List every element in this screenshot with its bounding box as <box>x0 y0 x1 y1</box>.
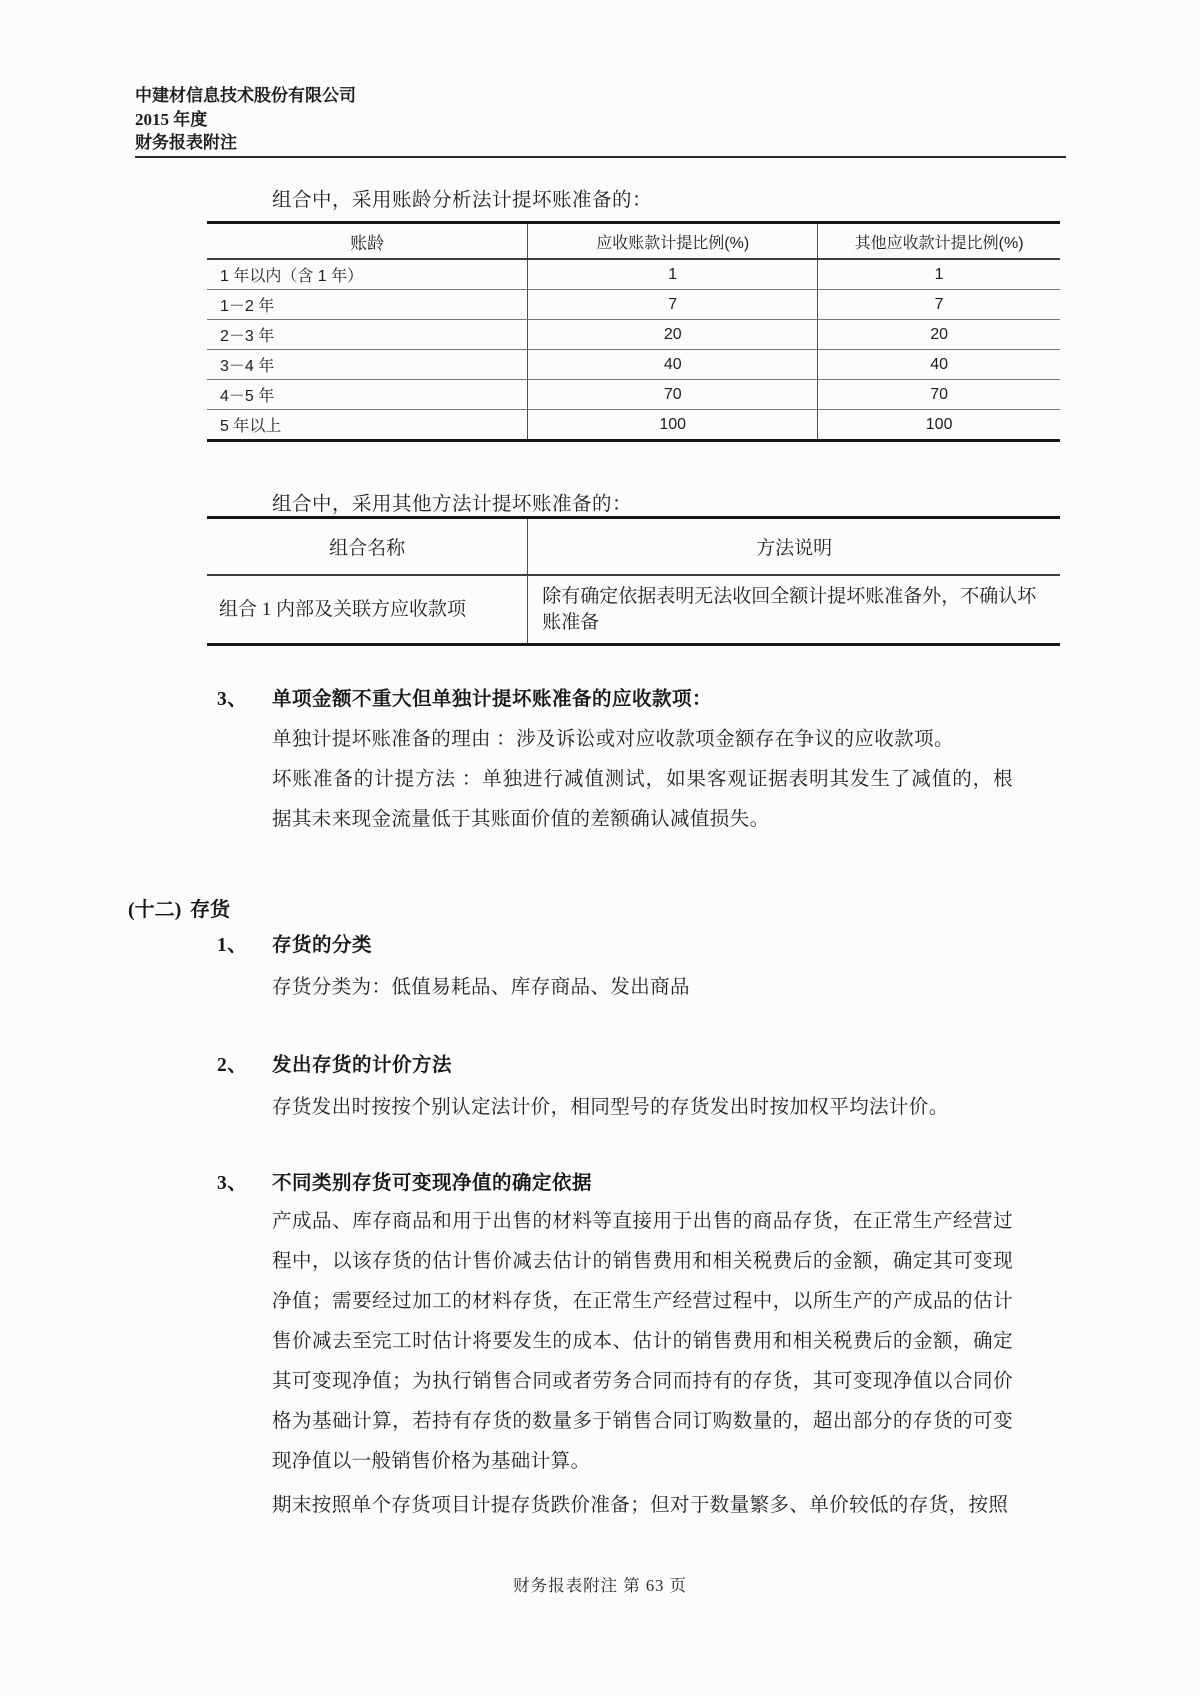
aging-label: 1－2 年 <box>207 290 528 320</box>
inventory-item-classification <box>217 932 1013 1008</box>
aging-label: 2－3 年 <box>207 320 528 350</box>
other-ratio-value: 1 <box>818 259 1060 290</box>
ar-ratio-value: 70 <box>528 380 818 410</box>
paragraph: 坏账准备的计提方法 ：单独进行减值测试，如果客观证据表明其发生了减值的，根据其未来现金流量低于其账面价值的差额确认减值损失。 <box>272 769 1013 830</box>
chapter-heading-inventory <box>128 893 230 922</box>
other-ratio-value: 7 <box>818 290 1060 320</box>
ar-ratio-value: 7 <box>528 290 818 320</box>
item-heading <box>217 1052 1013 1080</box>
other-ratio-value: 20 <box>818 320 1060 350</box>
other-ratio-value: 100 <box>925 415 953 433</box>
item-number: 3、 <box>217 1173 248 1194</box>
table-row <box>207 290 1060 320</box>
header-divider <box>135 156 1066 158</box>
inventory-item-nrv-basis <box>217 1170 1013 1526</box>
col-header-group-name: 组合名称 <box>207 518 528 576</box>
item-title: 存货的分类 <box>272 935 373 956</box>
company-name: 中建材信息技术股份有限公司 <box>135 86 356 105</box>
other-ratio-value: 40 <box>818 350 1060 380</box>
paragraph: 产成品、库存商品和用于出售的材料等直接用于出售的商品存货，在正常生产经营过程中，以该存货的估计售价减去估计的销售费用和相关税费后的金额，确定其可变现净值；需要经过加工的材料存货，在正常生产经营过程中，以所生产的产成品的估计售价减去至完工时估计将要发生的成本、估计的销售费用和相关税费后的金额，确定其可变现净值；为执行销售合同或者劳务合同而持有的存货，其可变现净值以合同价格为基础计算，若持有存货的数量多于销售合同订购数量的，超出部分的存货的可变现净值以一般销售价格为基础计算。 <box>272 1211 1013 1472</box>
col-header-method-desc: 方法说明 <box>528 518 1060 576</box>
item-title: 发出存货的计价方法 <box>272 1055 453 1076</box>
other-method-table <box>207 516 1060 646</box>
chapter-title: 存货 <box>190 899 230 921</box>
item-number: 1、 <box>217 935 248 956</box>
table-row <box>207 410 1060 441</box>
page-footer: 财务报表附注 第 63 页 <box>513 1576 687 1595</box>
table-row <box>207 259 1060 290</box>
aging-label: 1 年以内（含 1 年） <box>207 259 528 290</box>
item-number: 3、 <box>217 689 248 710</box>
paragraph: 单独计提坏账准备的理由 ：涉及诉讼或对应收款项金额存在争议的应收款项。 <box>272 729 954 750</box>
table-row <box>207 575 1060 645</box>
doc-title: 财务报表附注 <box>135 133 237 152</box>
item-title: 不同类别存货可变现净值的确定依据 <box>272 1173 593 1194</box>
paragraph: 期末按照单个存货项目计提存货跌价准备；但对于数量繁多、单价较低的存货，按照 <box>272 1495 1009 1516</box>
table-row <box>207 320 1060 350</box>
paragraph: 存货发出时按按个别认定法计价，相同型号的存货发出时按加权平均法计价。 <box>272 1097 949 1118</box>
aging-provision-table <box>207 221 1060 442</box>
paragraph: 存货分类为：低值易耗品、库存商品、发出商品 <box>272 977 690 998</box>
table-row <box>207 380 1060 410</box>
method-description: 除有确定依据表明无法收回全额计提坏账准备外，不确认坏账准备 <box>542 585 1037 633</box>
table-header-row <box>207 518 1060 576</box>
aging-table-intro: 组合中，采用账龄分析法计提坏账准备的： <box>272 190 653 211</box>
group-name: 组合 1 内部及关联方应收款项 <box>207 575 528 645</box>
item-heading <box>217 932 1013 960</box>
other-ratio-value: 70 <box>818 380 1060 410</box>
aging-label: 3－4 年 <box>207 350 528 380</box>
section-individual-provision <box>217 686 1013 840</box>
doc-header <box>135 84 356 155</box>
ar-ratio-value: 20 <box>528 320 818 350</box>
table-row <box>207 350 1060 380</box>
ar-ratio-value: 100 <box>528 410 818 441</box>
item-heading <box>217 1170 1013 1198</box>
col-header-other-ratio: 其他应收款计提比例(%) <box>818 223 1060 260</box>
chapter-number: (十二) <box>128 899 182 921</box>
item-heading <box>217 686 1013 714</box>
table-header-row <box>207 223 1060 260</box>
item-number: 2、 <box>217 1055 248 1076</box>
other-method-intro: 组合中，采用其他方法计提坏账准备的： <box>272 494 633 515</box>
ar-ratio-value: 40 <box>528 350 818 380</box>
inventory-item-valuation-method <box>217 1052 1013 1128</box>
aging-label: 4－5 年 <box>207 380 528 410</box>
col-header-ar-ratio: 应收账款计提比例(%) <box>528 223 818 260</box>
ar-ratio-value: 1 <box>528 259 818 290</box>
col-header-aging: 账龄 <box>207 223 528 260</box>
aging-label: 5 年以上 <box>207 410 528 441</box>
item-title: 单项金额不重大但单独计提坏账准备的应收款项： <box>272 689 713 710</box>
fiscal-year: 2015 年度 <box>135 109 208 129</box>
